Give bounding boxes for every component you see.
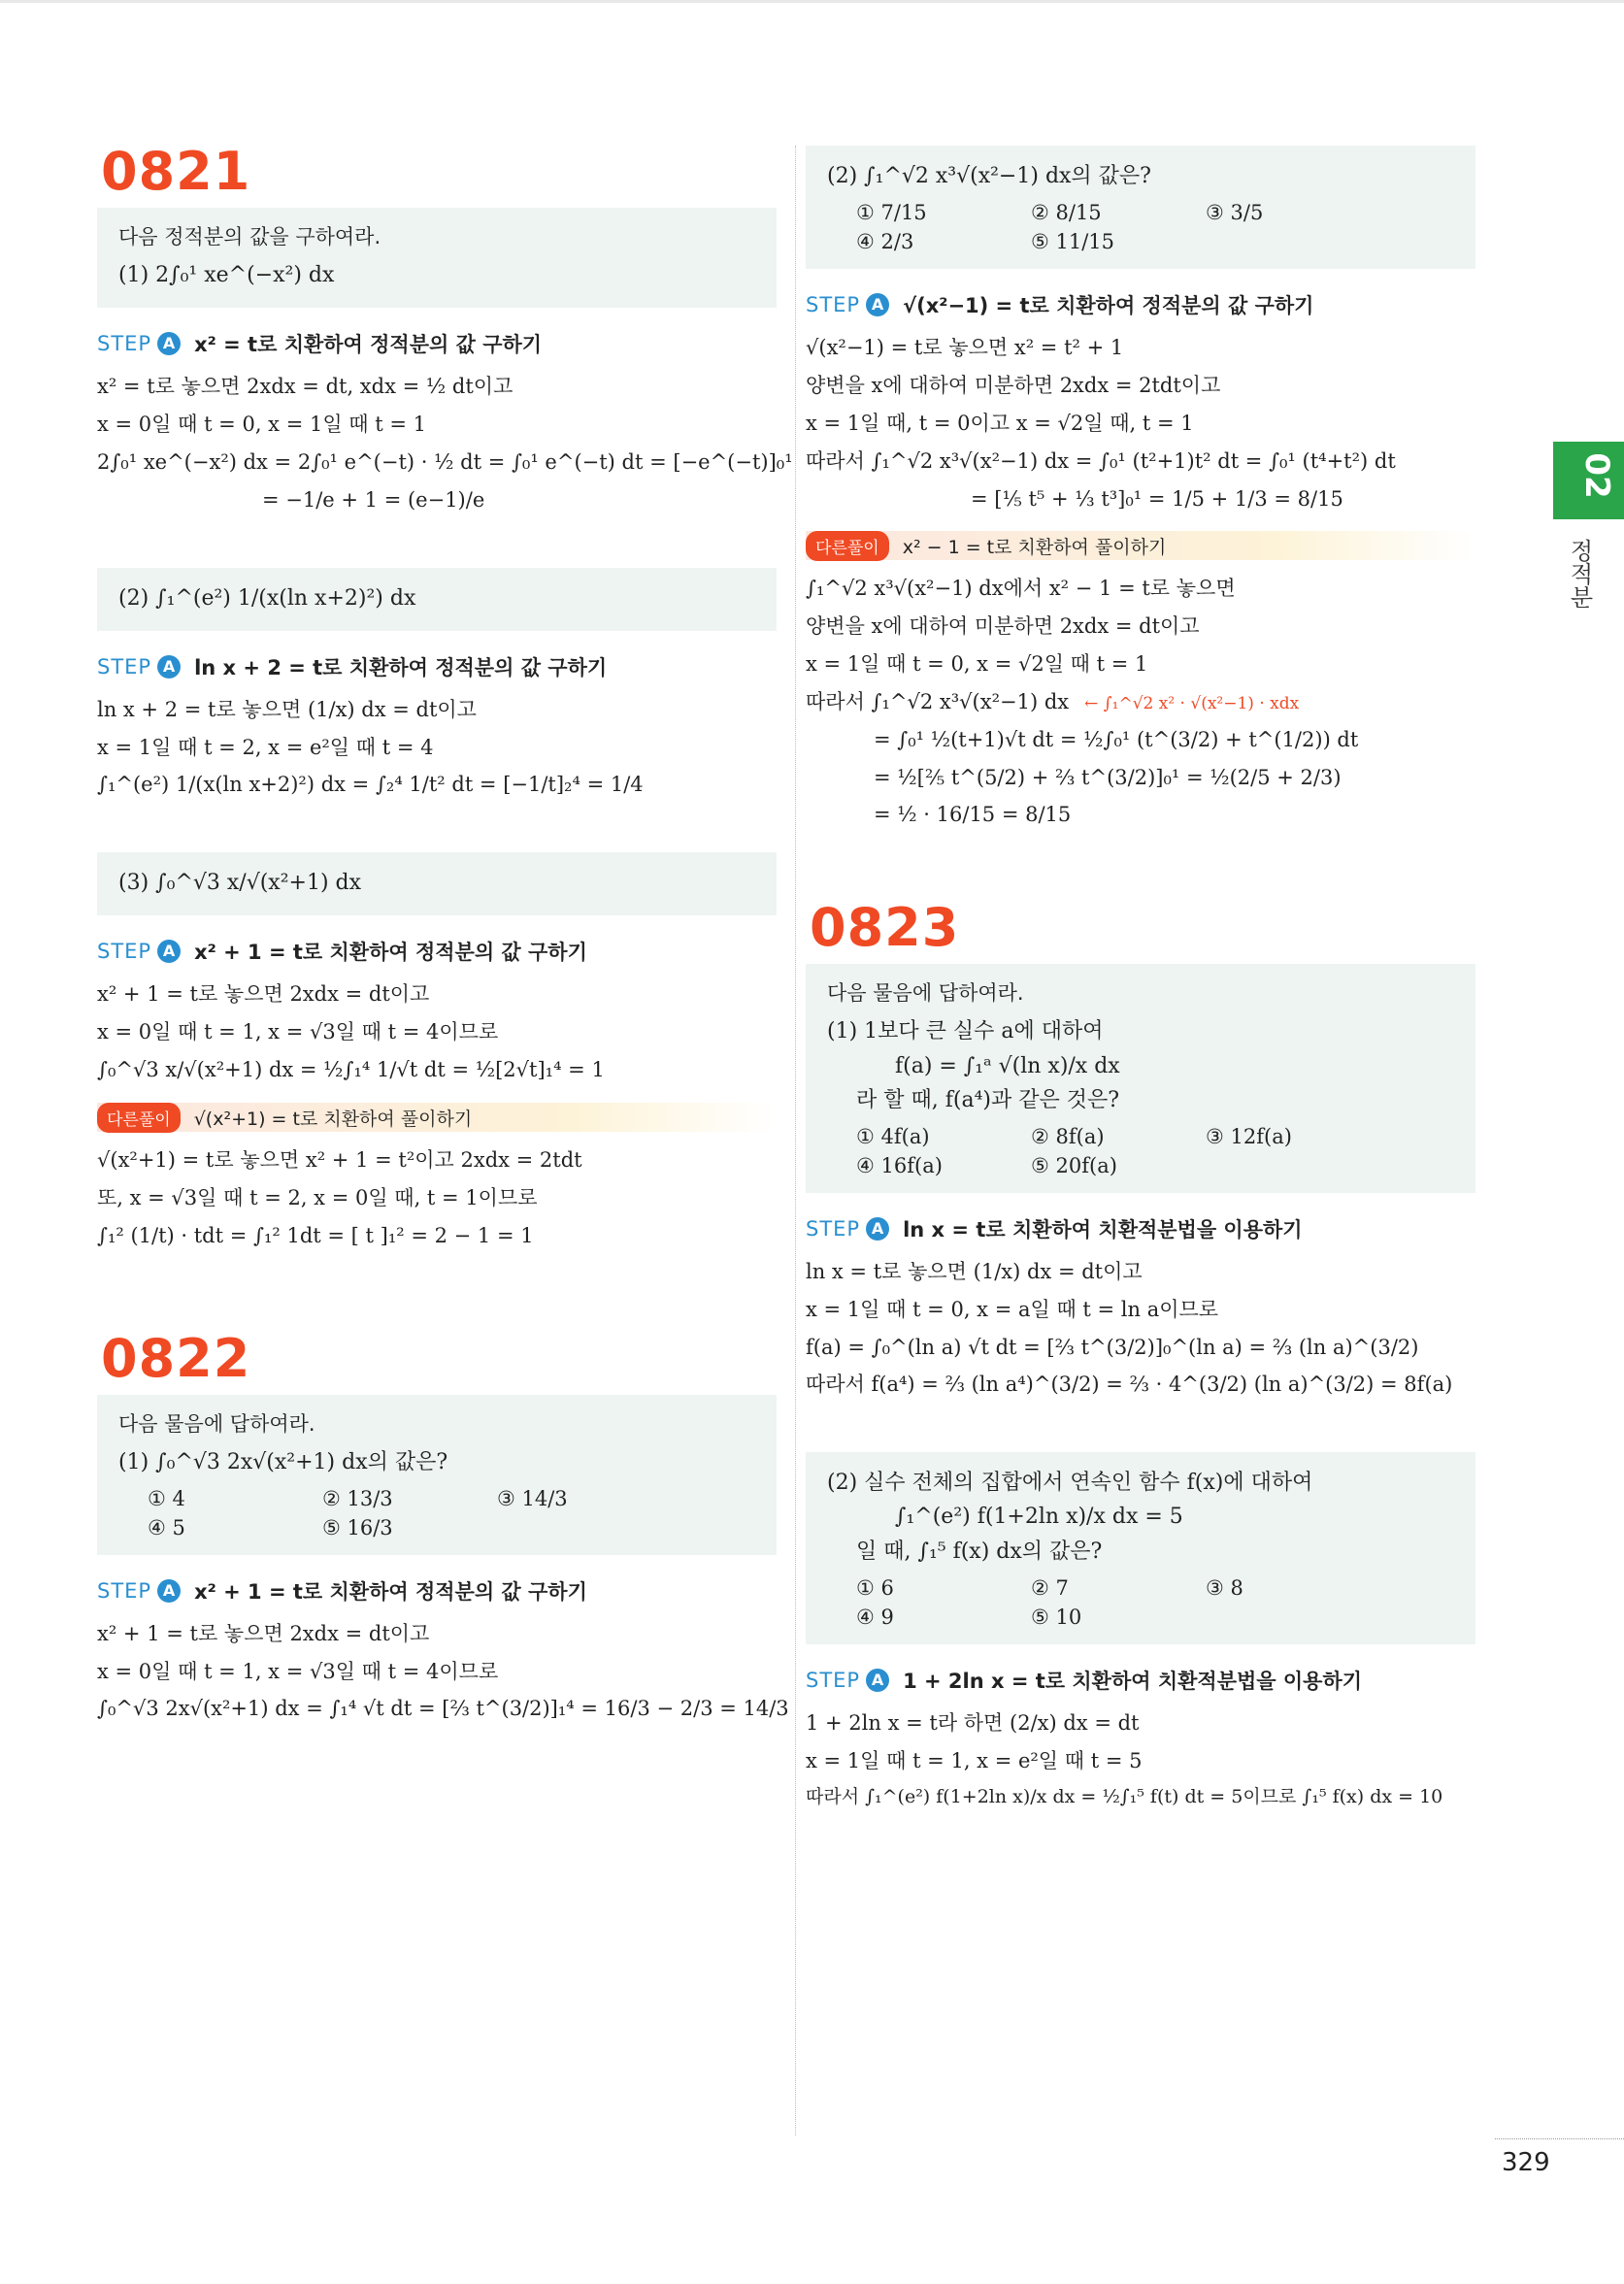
choice-5: ⑤ 10 — [1031, 1605, 1082, 1629]
solution-line: ln x = t로 놓으면 (1/x) dx = dt이고 — [806, 1259, 1143, 1283]
step-heading — [97, 652, 777, 681]
question-part-2: (2) ∫₁^√2 x³√(x²−1) dx의 값은? — [827, 164, 1151, 188]
question-box-0821-2 — [97, 568, 777, 631]
question-box-0823 — [806, 964, 1475, 1193]
step-heading — [806, 1214, 1475, 1243]
problem-number-0821: 0821 — [101, 141, 251, 202]
question-ask: 일 때, ∫₁⁵ f(x) dx의 값은? — [856, 1539, 1103, 1564]
choice-4: ④ 5 — [148, 1515, 185, 1539]
step-a-icon: A — [157, 655, 181, 679]
solution-line: = [⅕ t⁵ + ⅓ t³]₀¹ = 1/5 + 1/3 = 8/15 — [971, 486, 1343, 511]
column-divider — [795, 146, 796, 2135]
solution-line: ln x + 2 = t로 놓으면 (1/x) dx = dt이고 — [97, 697, 477, 721]
step-heading — [806, 290, 1475, 319]
question-part-1: (1) ∫₀^√3 2x√(x²+1) dx의 값은? — [118, 1449, 448, 1474]
solution-line: 양변을 x에 대하여 미분하면 2xdx = 2tdt이고 — [806, 374, 1221, 398]
step-heading — [97, 329, 777, 358]
step-tag: STEP — [97, 332, 152, 356]
alt-line: ∫₁² (1/t) · tdt = ∫₁² 1dt = [ t ]₁² = 2 − 1 = 1 — [97, 1223, 534, 1247]
solution-line: x² = t로 놓으면 2xdx = dt, xdx = ½ dt이고 — [97, 375, 514, 399]
step-tag: STEP — [806, 293, 861, 317]
alt-line: = ∫₀¹ ½(t+1)√t dt = ½∫₀¹ (t^(3/2) + t^(1/2)) dt — [874, 727, 1359, 751]
footer-rule — [1495, 2138, 1624, 2139]
alt-solution-heading — [97, 1103, 777, 1132]
step-a-icon: A — [157, 332, 181, 355]
step-heading — [97, 937, 777, 966]
choice-2: ② 8/15 — [1031, 201, 1102, 225]
choice-1: ① 6 — [856, 1575, 894, 1600]
question-intro: 다음 물음에 답하여라. — [827, 981, 1024, 1006]
step-title: x² + 1 = t로 치환하여 정적분의 값 구하기 — [194, 1579, 587, 1604]
alt-line: 또, x = √3일 때 t = 2, x = 0일 때, t = 1이므로 — [97, 1185, 538, 1209]
solution-line: f(a) = ∫₀^(ln a) √t dt = [⅔ t^(3/2)]₀^(ln a) = ⅔ (ln a)^(3/2) — [806, 1335, 1419, 1359]
alt-solution-heading — [806, 531, 1475, 560]
alt-line: ∫₁^√2 x³√(x²−1) dx에서 x² − 1 = t로 놓으면 — [806, 577, 1236, 601]
question-part-1: (1) 2∫₀¹ xe^(−x²) dx — [118, 263, 335, 287]
solution-line: 따라서 f(a⁴) = ⅔ (ln a⁴)^(3/2) = ⅔ · 4^(3/2) (ln a)^(3/2) = 8f(a) — [806, 1373, 1453, 1397]
solution-line: √(x²−1) = t로 놓으면 x² = t² + 1 — [806, 336, 1124, 360]
choice-2: ② 13/3 — [322, 1486, 393, 1510]
choices — [118, 1487, 757, 1539]
question-lead: (1) 1보다 큰 실수 a에 대하여 — [827, 1019, 1104, 1044]
alt-title: x² − 1 = t로 치환하여 풀이하기 — [902, 536, 1167, 558]
step-title: ln x + 2 = t로 치환하여 정적분의 값 구하기 — [194, 655, 608, 679]
question-box-0822 — [97, 1395, 777, 1555]
step-a-icon: A — [866, 293, 889, 316]
step-title: √(x²−1) = t로 치환하여 정적분의 값 구하기 — [903, 294, 1314, 318]
step-heading — [806, 1666, 1475, 1695]
choice-3: ③ 12f(a) — [1206, 1124, 1292, 1148]
solution-line: x = 1일 때 t = 2, x = e²일 때 t = 4 — [97, 735, 434, 759]
solution-line: x² + 1 = t로 놓으면 2xdx = dt이고 — [97, 982, 430, 1007]
choice-5: ⑤ 11/15 — [1031, 230, 1115, 254]
alt-line: 양변을 x에 대하여 미분하면 2xdx = dt이고 — [806, 614, 1200, 639]
question-box-0821 — [97, 208, 777, 308]
alt-line: √(x²+1) = t로 놓으면 x² + 1 = t²이고 2xdx = 2tdt — [97, 1148, 582, 1172]
solution-line: x = 1일 때 t = 1, x = e²일 때 t = 5 — [806, 1748, 1143, 1772]
problem-number-0822: 0822 — [101, 1327, 251, 1389]
step-title: x² = t로 치환하여 정적분의 값 구하기 — [194, 333, 543, 357]
solution-line: = −1/e + 1 = (e−1)/e — [262, 487, 485, 512]
problem-number-0823: 0823 — [810, 897, 960, 959]
solution-line: x = 0일 때 t = 1, x = √3일 때 t = 4이므로 — [97, 1020, 499, 1044]
choice-1: ① 4f(a) — [856, 1124, 930, 1148]
alt-line: = ½[⅖ t^(5/2) + ⅔ t^(3/2)]₀¹ = ½(2/5 + 2/3) — [874, 765, 1342, 789]
question-part-3: (3) ∫₀^√3 x/√(x²+1) dx — [118, 871, 362, 896]
choices — [827, 201, 1456, 253]
step-title: x² + 1 = t로 치환하여 정적분의 값 구하기 — [194, 941, 587, 965]
question-box-0823-2 — [806, 1452, 1475, 1644]
choice-5: ⑤ 20f(a) — [1031, 1153, 1117, 1177]
choice-1: ① 7/15 — [856, 201, 927, 225]
choice-4: ④ 2/3 — [856, 230, 914, 254]
step-tag: STEP — [97, 940, 152, 964]
solution-line: 따라서 ∫₁^√2 x³√(x²−1) dx = ∫₀¹ (t²+1)t² dt = ∫₀¹ (t⁴+t²) dt — [806, 448, 1396, 473]
left-column — [97, 141, 793, 1728]
question-part-2: (2) ∫₁^(e²) 1/(x(ln x+2)²) dx — [118, 585, 416, 611]
question-box-0821-3 — [97, 852, 777, 915]
hint-annotation: ← ∫₁^√2 x² · √(x²−1) · xdx — [1084, 693, 1300, 713]
choice-2: ② 7 — [1031, 1575, 1069, 1600]
step-tag: STEP — [97, 1578, 152, 1603]
chapter-label: 정적분 — [1566, 539, 1593, 609]
question-intro: 다음 정적분의 값을 구하여라. — [118, 225, 381, 248]
alt-line: = ½ · 16/15 = 8/15 — [874, 803, 1072, 827]
step-tag: STEP — [806, 1216, 861, 1241]
solution-line: ∫₁^(e²) 1/(x(ln x+2)²) dx = ∫₂⁴ 1/t² dt = [−1/t]₂⁴ = 1/4 — [97, 773, 644, 797]
solution-line: x = 0일 때 t = 0, x = 1일 때 t = 1 — [97, 413, 426, 437]
alt-line-text: 따라서 ∫₁^√2 x³√(x²−1) dx — [806, 689, 1070, 713]
top-rule — [0, 0, 1624, 3]
solution-line: 따라서 ∫₁^(e²) f(1+2ln x)/x dx = ½∫₁⁵ f(t) dt = 5이므로 ∫₁⁵ f(x) dx = 10 — [806, 1785, 1443, 1807]
solution-line: 1 + 2ln x = t라 하면 (2/x) dx = dt — [806, 1710, 1140, 1735]
question-ask: 라 할 때, f(a⁴)과 같은 것은? — [856, 1087, 1120, 1112]
question-box-0822-2 — [806, 146, 1475, 269]
solution-line: 2∫₀¹ xe^(−x²) dx = 2∫₀¹ e^(−t) · ½ dt = ∫₀¹ e^(−t) dt = [−e^(−t)]₀¹ — [97, 449, 793, 474]
question-lead: (2) 실수 전체의 집합에서 연속인 함수 f(x)에 대하여 — [827, 1471, 1313, 1496]
solution-line: x² + 1 = t로 놓으면 2xdx = dt이고 — [97, 1621, 430, 1645]
chapter-number: 02 — [1577, 452, 1616, 499]
solution-line: x = 1일 때 t = 0, x = a일 때 t = ln a이므로 — [806, 1297, 1219, 1321]
step-a-icon: A — [866, 1669, 889, 1692]
choice-4: ④ 9 — [856, 1605, 894, 1629]
step-tag: STEP — [97, 654, 152, 679]
solution-line: ∫₀^√3 x/√(x²+1) dx = ½∫₁⁴ 1/√t dt = ½[2√t]₁⁴ = 1 — [97, 1058, 605, 1082]
step-title: ln x = t로 치환하여 치환적분법을 이용하기 — [903, 1217, 1303, 1241]
choice-4: ④ 16f(a) — [856, 1153, 943, 1177]
step-a-icon: A — [157, 940, 181, 963]
solution-line: ∫₀^√3 2x√(x²+1) dx = ∫₁⁴ √t dt = [⅔ t^(3/2)]₁⁴ = 16/3 − 2/3 = 14/3 — [97, 1697, 789, 1721]
step-title: 1 + 2ln x = t로 치환하여 치환적분법을 이용하기 — [903, 1669, 1363, 1693]
step-a-icon: A — [866, 1217, 889, 1241]
alt-line: x = 1일 때 t = 0, x = √2일 때 t = 1 — [806, 652, 1148, 677]
choice-2: ② 8f(a) — [1031, 1124, 1105, 1148]
alt-badge: 다른풀이 — [97, 1103, 181, 1133]
step-heading — [97, 1576, 777, 1605]
question-definition: f(a) = ∫₁ᵃ √(ln x)/x dx — [895, 1053, 1120, 1078]
question-intro: 다음 물음에 답하여라. — [118, 1411, 315, 1436]
choices — [827, 1125, 1456, 1177]
solution-line: x = 0일 때 t = 1, x = √3일 때 t = 4이므로 — [97, 1659, 499, 1683]
step-tag: STEP — [806, 1668, 861, 1692]
alt-title: √(x²+1) = t로 치환하여 풀이하기 — [193, 1108, 473, 1130]
choice-3: ③ 14/3 — [497, 1486, 568, 1510]
question-definition: ∫₁^(e²) f(1+2ln x)/x dx = 5 — [895, 1505, 1183, 1530]
choice-3: ③ 3/5 — [1206, 201, 1264, 225]
page-number: 329 — [1502, 2148, 1550, 2177]
choices — [827, 1576, 1456, 1629]
choice-5: ⑤ 16/3 — [322, 1515, 393, 1539]
choice-1: ① 4 — [148, 1486, 185, 1510]
alt-badge: 다른풀이 — [806, 531, 889, 561]
step-a-icon: A — [157, 1579, 181, 1603]
alt-line — [806, 683, 1475, 721]
right-column — [806, 146, 1475, 1814]
solution-line: x = 1일 때, t = 0이고 x = √2일 때, t = 1 — [806, 411, 1194, 435]
choice-3: ③ 8 — [1206, 1575, 1243, 1600]
